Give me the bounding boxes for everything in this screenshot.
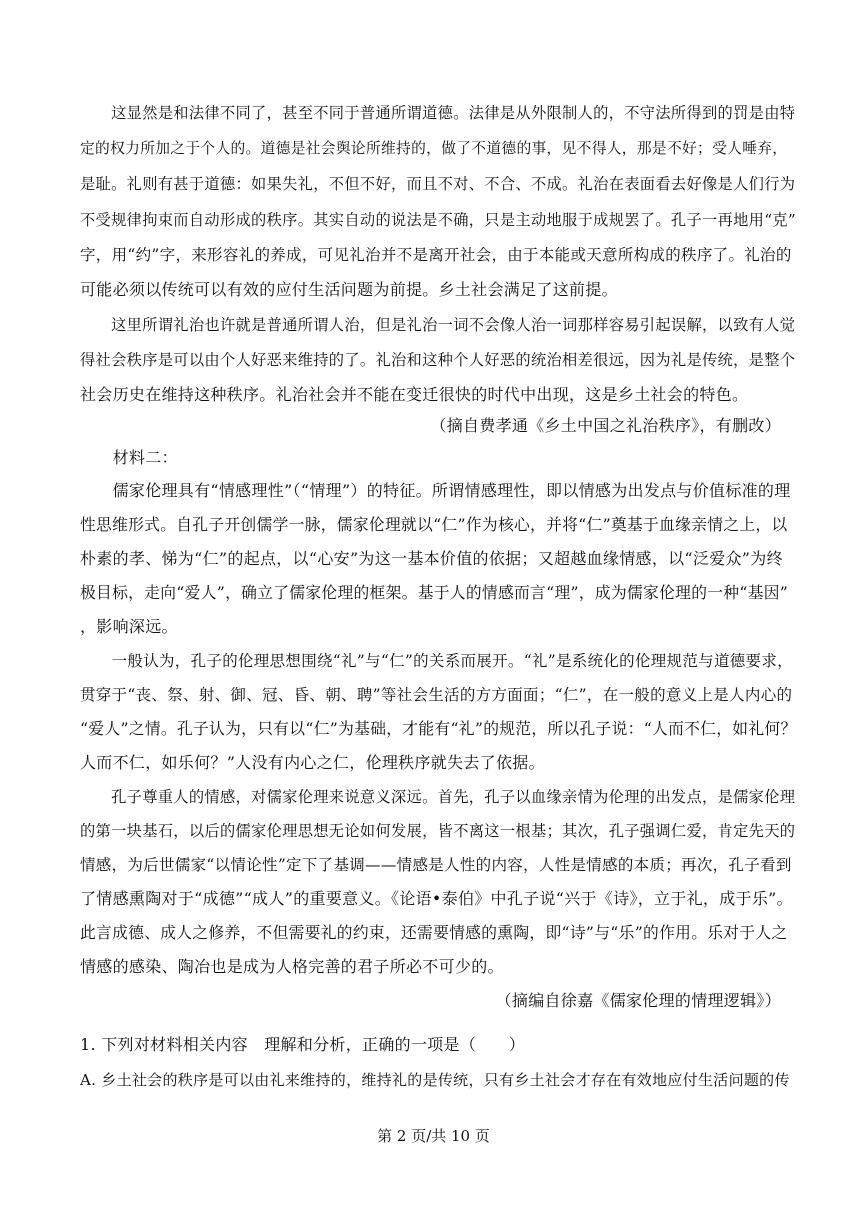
paragraph-line: 可能必须以传统可以有效的应付生活问题为前提。乡土社会满足了这前提。 bbox=[80, 280, 618, 299]
paragraph-line: 这里所谓礼治也许就是普通所谓人治，但是礼治一词不会像人治一词那样容易引起误解，以致有人觉 bbox=[80, 316, 796, 334]
paragraph-line: 朴素的孝、悌为“仁”的起点，以“心安”为这一基本价值的依据；又超越血缘情感，以“泛爱众”为终 bbox=[80, 549, 783, 568]
paragraph-line: 的第一块基石，以后的儒家伦理思想无论如何发展，皆不离这一根基；其次，孔子强调仁爱，肯定先天的 bbox=[80, 822, 796, 840]
paragraph-line: 得社会秩序是可以由个人好恶来维持的了。礼治和这种个人好恶的统治相差很远，因为礼是传统，是整个 bbox=[80, 351, 796, 369]
paragraph-line: 儒家伦理具有“情感理性”（“情理”）的特征。所谓情感理性，即以情感为出发点与价值标准的理 bbox=[80, 481, 791, 500]
paragraph-line: “爱人”之情。孔子认为，只有以“仁”为基础，才能有“礼”的规范，所以孔子说：“人而不仁，如礼何？ bbox=[80, 719, 797, 738]
paragraph-line: 此言成德、成人之修养，不但需要礼的约束，还需要情感的熏陶，即“诗”与“乐”的作用。乐对于人之 bbox=[80, 923, 788, 942]
answer-option-a: A. 乡土社会的秩序是可以由礼来维持的，维持礼的是传统，只有乡土社会才存在有效地应付生活问题的传 bbox=[80, 1071, 790, 1089]
paragraph-line: 了情感熏陶对于“成德”“成人”的重要意义。《论语•泰伯》中孔子说“兴于《诗》，立于礼，成于乐”。 bbox=[80, 889, 793, 908]
paragraph-line: 人而不仁，如乐何？”人没有内心之仁，伦理秩序就失去了依据。 bbox=[80, 753, 545, 772]
paragraph-line: 贯穿于“丧、祭、射、御、冠、昏、朝、聘”等社会生活的方方面面；“仁”，在一般的意义上是人内心的 bbox=[80, 686, 793, 704]
paragraph-line: 定的权力所加之于个人的。道德是社会舆论所维持的，做了不道德的事，见不得人，那是不好；受人唾弃， bbox=[80, 140, 788, 157]
paragraph-line: ，影响深远。 bbox=[80, 617, 178, 636]
paragraph-line: 不受规律拘束而自动形成的秩序。其实自动的说法是不确，只是主动地服于成规罢了。孔子一再地用“克” bbox=[80, 211, 796, 229]
paragraph-line: 字，用“约”字，来形容礼的养成，可见礼治并不是离开社会，由于本能或天意所构成的秩序了。礼治的 bbox=[80, 246, 792, 264]
source-citation: （摘编自徐嘉《儒家伦理的情理逻辑》） bbox=[495, 991, 781, 1010]
source-citation: （摘自费孝通《乡土中国之礼治秩序》，有删改） bbox=[430, 416, 781, 435]
paragraph-line: 是耻。礼则有甚于道德：如果失礼，不但不好，而且不对、不合、不成。礼治在表面看去好像是人们行为 bbox=[80, 175, 796, 193]
section-heading: 材料二： bbox=[80, 448, 178, 467]
paragraph-line: 这显然是和法律不同了，甚至不同于普通所谓道德。法律是从外限制人的，不守法所得到的罚是由特 bbox=[80, 104, 796, 122]
paragraph-line: 社会历史在维持这种秩序。礼治社会并不能在变迁很快的时代中出现，这是乡土社会的特色。 bbox=[80, 385, 749, 404]
paragraph-line: 孔子尊重人的情感，对儒家伦理来说意义深远。首先，孔子以血缘亲情为伦理的出发点，是儒家伦理 bbox=[80, 788, 796, 806]
paragraph-line: 极目标，走向“爱人”，确立了儒家伦理的框架。基于人的情感而言“理”，成为儒家伦理的一种“基因” bbox=[80, 583, 789, 602]
paragraph-line: 一般认为，孔子的伦理思想围绕“礼”与“仁”的关系而展开。“礼”是系统化的伦理规范与道德要求， bbox=[80, 652, 793, 670]
paragraph-line: 性思维形式。自孔子开创儒学一脉，儒家伦理就以“仁”作为核心，并将“仁”奠基于血缘亲情之上，以 bbox=[80, 515, 788, 534]
paragraph-line: 情感的感染、陶冶也是成为人格完善的君子所必不可少的。 bbox=[80, 957, 504, 976]
page-number-footer: 第 2 页/共 10 页 bbox=[377, 1127, 490, 1145]
question-stem: 1. 下列对材料相关内容 理解和分析，正确的一项是（ ） bbox=[80, 1035, 526, 1054]
paragraph-line: 情感，为后世儒家“以情论性”定下了基调——情感是人性的内容，人性是情感的本质；再次，孔子看到 bbox=[80, 856, 792, 874]
